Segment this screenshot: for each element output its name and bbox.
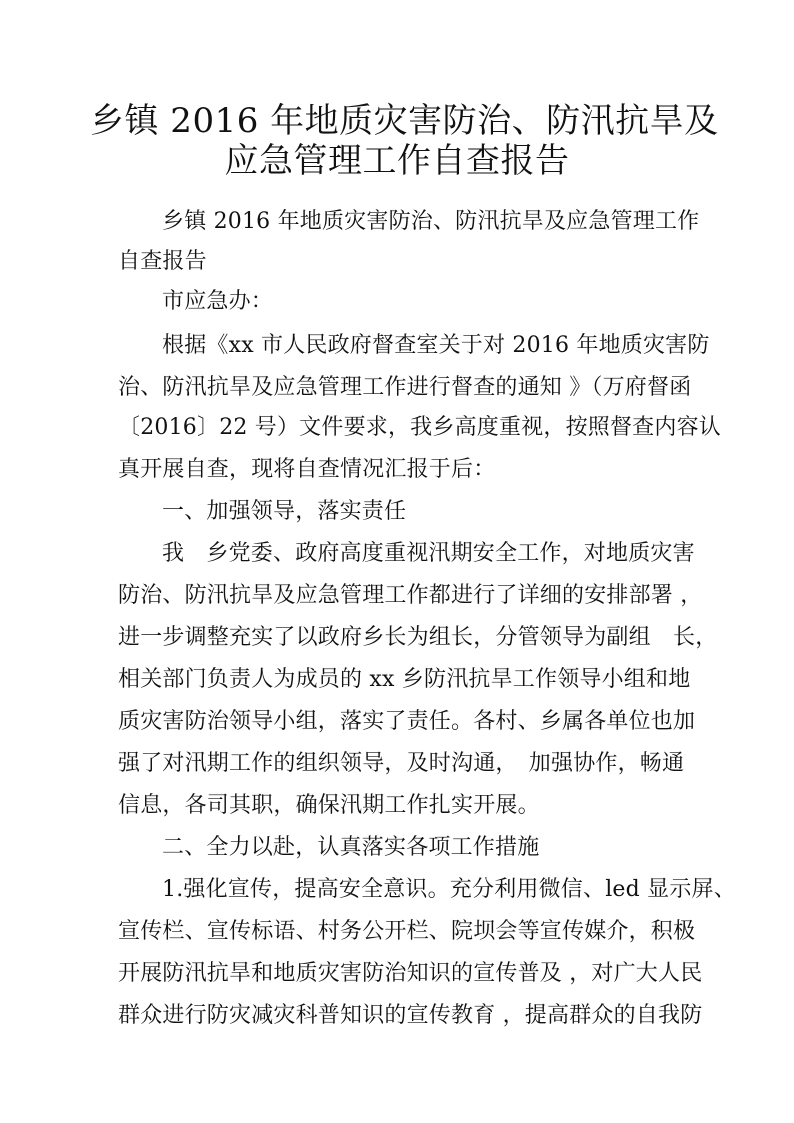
body-line: 进一步调整充实了以政府乡长为组长，分管领导为副组 长， xyxy=(118,625,718,650)
body-line: 真开展自查，现将自查情况汇报于后： xyxy=(118,457,496,482)
body-line: 群众进行防灾减灾科普知识的宣传教育 ，提高群众的自我防 xyxy=(118,1003,703,1028)
body-line: 治、防汛抗旱及应急管理工作进行督查的通知 》（万府督函 xyxy=(118,375,692,400)
document-title-line-2: 应急管理工作自查报告 xyxy=(224,141,570,181)
body-line: 根据《xx 市人民政府督查室关于对 2016 年地质灾害防 xyxy=(162,333,710,358)
body-line: 强了对汛期工作的组织领导，及时沟通， 加强协作，畅通 xyxy=(118,751,685,776)
salutation: 市应急办： xyxy=(162,289,274,314)
body-line: 质灾害防治领导小组，落实了责任。各村、乡属各单位也加 xyxy=(118,709,696,734)
section-heading: 二、全力以赴，认真落实各项工作措施 xyxy=(162,835,540,860)
body-line: 防治、防汛抗旱及应急管理工作都进行了详细的安排部署 ， xyxy=(118,583,703,608)
document-title-line-1: 乡镇 2016 年地质灾害防治、防汛抗旱及 xyxy=(90,101,719,141)
body-line: 乡镇 2016 年地质灾害防治、防汛抗旱及应急管理工作 xyxy=(162,209,700,234)
body-line: 开展防汛抗旱和地质灾害防治知识的宣传普及 ，对广大人民 xyxy=(118,961,703,986)
section-heading: 一、加强领导，落实责任 xyxy=(162,499,407,524)
body-line: 我 乡党委、政府高度重视汛期安全工作，对地质灾害 xyxy=(162,541,695,566)
body-line: 1.强化宣传，提高安全意识。充分利用微信、led 显示屏、 xyxy=(162,877,736,902)
body-line: 宣传栏、宣传标语、村务公开栏、院坝会等宣传媒介，积极 xyxy=(118,919,696,944)
body-line: 信息，各司其职，确保汛期工作扎实开展。 xyxy=(118,793,540,818)
body-line: 〔2016〕22 号）文件要求，我乡高度重视，按照督查内容认 xyxy=(118,415,721,440)
body-line: 自查报告 xyxy=(118,249,207,274)
body-line: 相关部门负责人为成员的 xx 乡防汛抗旱工作领导小组和地 xyxy=(118,667,691,692)
